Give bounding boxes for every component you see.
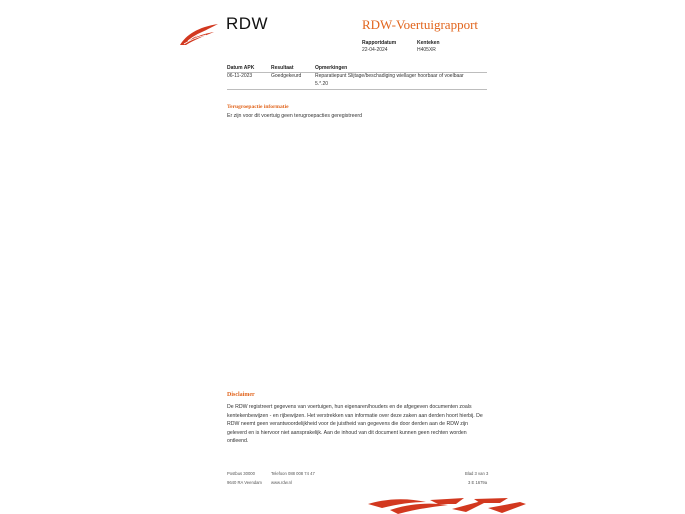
bottom-decoration-icon <box>368 496 526 514</box>
meta-value-kenteken: H405XR <box>417 47 436 53</box>
terugroep-text: Er zijn voor dit voertuig geen terugroepacties geregistreerd <box>227 113 362 119</box>
disclaimer-line: geleverd en is hiervoor niet aansprakelijk. Aan de inhoud van dit document kunnen geen rechten worden <box>227 429 467 436</box>
footer-adres: 9640 RA Veendam <box>227 480 262 485</box>
terugroep-title: Terugroepactie informatie <box>227 104 289 110</box>
disclaimer-line: De RDW registreert gegevens van voertuigen, hun eigenaren/houders en de afgegeven documenten zoals <box>227 404 472 410</box>
footer-page-number: Blad 3 van 3 <box>465 471 489 476</box>
footer-code: 3 E 1679a <box>468 480 488 485</box>
rdw-logo-icon <box>178 21 220 47</box>
meta-label-kenteken: Kenteken <box>417 40 440 46</box>
footer-website[interactable]: www.rdw.nl <box>271 480 292 485</box>
table-cell-datum: 06-11-2023 <box>227 73 253 79</box>
table-header-opmerkingen: Opmerkingen <box>315 65 348 71</box>
meta-label-rapportdatum: Rapportdatum <box>362 40 397 46</box>
disclaimer-title: Disclaimer <box>227 392 255 398</box>
meta-value-rapportdatum: 22-04-2024 <box>362 47 388 53</box>
table-bottom-divider <box>227 89 487 90</box>
logo-text: RDW <box>226 14 269 33</box>
disclaimer-line: RDW neemt geen verantwoordelijkheid voor de juistheid van gegevens die door derden aan de RDW zijn <box>227 421 469 428</box>
table-cell-resultaat: Goedgekeurd <box>271 73 302 79</box>
footer-postbus: Postbus 30000 <box>227 471 255 476</box>
table-header-datum: Datum APK <box>227 65 255 71</box>
footer-telefoon: Telefoon 088 008 74 47 <box>271 471 315 476</box>
disclaimer-text <box>227 403 492 446</box>
document-title: RDW-Voertuigrapport <box>362 17 479 32</box>
table-cell-opmerkingen-line2: 5.*.20 <box>315 81 329 87</box>
table-header-resultaat: Resultaat <box>271 65 294 71</box>
disclaimer-line: ontleend. <box>227 438 249 445</box>
disclaimer-line: kentekenbewijzen - en rijbewijzen. Het verstrekken van informatie over deze zaken aan derden hoort hierbij. De <box>227 412 483 419</box>
table-cell-opmerkingen-line1: Reparatiepunt Slijtage/beschadiging wiellager hoorbaar of voelbaar <box>315 73 464 79</box>
